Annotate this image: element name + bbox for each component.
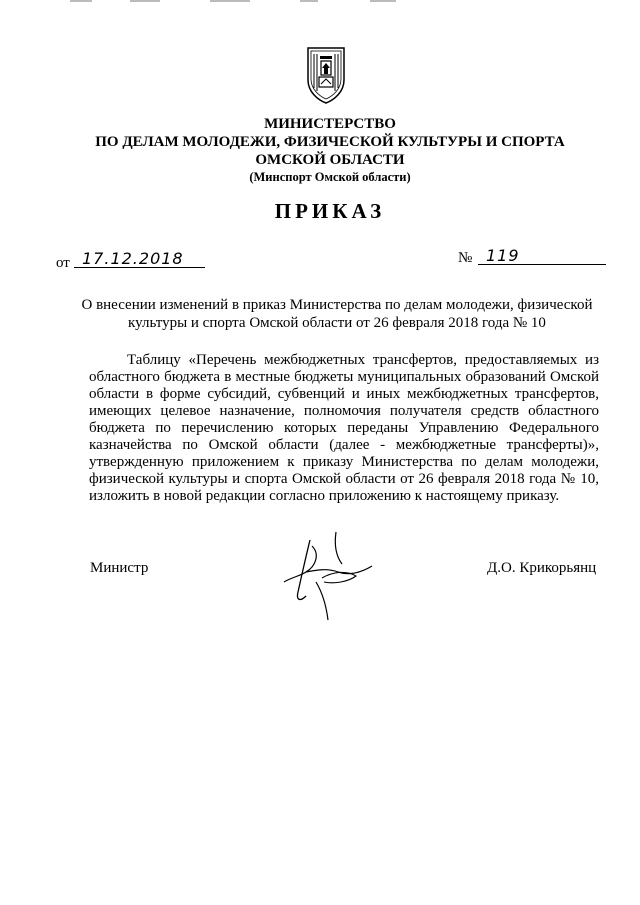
order-number-value: 119 — [486, 246, 520, 265]
region-name: ОМСКОЙ ОБЛАСТИ — [255, 152, 405, 168]
coat-of-arms-icon — [306, 46, 346, 104]
order-body-paragraph: Таблицу «Перечень межбюджетных трансфертов, предоставляемых из областного бюджета в местные бюджеты муниципальных образований Омской области в форме субсидий, субвенций и иных межбюджетных трансфертов, имеющих целевое назначение, полномочия получателя средств областного бюджета по перечислению которых переданы Управлению Федерального казначейства по Омской области (далее - межбюджетные трансферты)», утвержденную приложением к приказу Министерства по делам молодежи, физической культуры и спорта Омской области от 26 февраля 2018 года № 10, изложить в новой редакции согласно приложению к настоящему приказу. — [89, 352, 599, 504]
signatory-title: Министр — [90, 560, 149, 576]
signatory-name: Д.О. Крикорьянц — [487, 560, 597, 576]
document-type-title: ПРИКАЗ — [274, 199, 386, 223]
ministry-short-name: (Минспорт Омской области) — [249, 170, 411, 184]
date-value: 17.12.2018 — [82, 249, 184, 268]
handwritten-signature — [276, 526, 376, 622]
ministry-subtitle: ПО ДЕЛАМ МОЛОДЕЖИ, ФИЗИЧЕСКОЙ КУЛЬТУРЫ И СПОРТА — [95, 134, 565, 150]
date-label: от — [56, 255, 70, 271]
scan-artifact — [70, 0, 470, 4]
order-subject: О внесении изменений в приказ Министерства по делам молодежи, физической культуры и спорта Омской области от 26 февраля 2018 года № 10 — [81, 297, 593, 331]
number-label: № — [458, 250, 473, 266]
ministry-title: МИНИСТЕРСТВО — [264, 116, 396, 132]
